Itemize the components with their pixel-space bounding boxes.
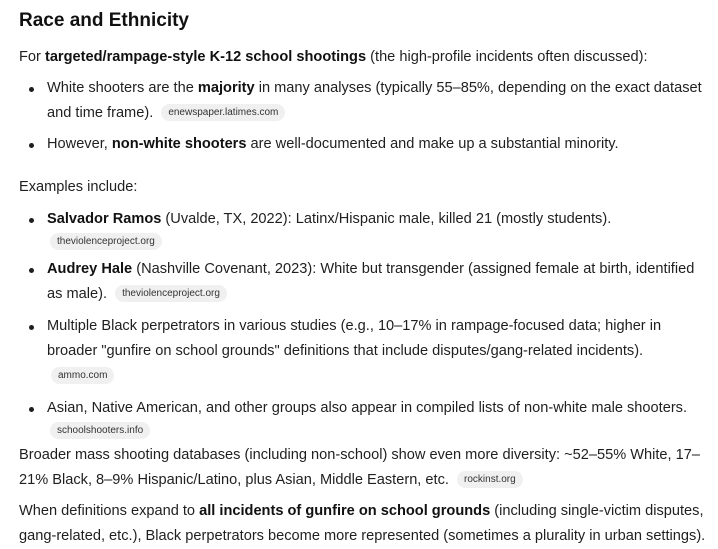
- intro-paragraph: [19, 45, 718, 70]
- item-text-after: (Nashville Covenant, 2023): White but transgender (assigned female at birth, identified as male).: [47, 261, 695, 302]
- examples-label: Examples include:: [19, 179, 138, 195]
- list-item: [19, 396, 718, 439]
- source-chip-theviolenceproject[interactable]: theviolenceproject.org: [115, 285, 227, 302]
- source-chip-theviolenceproject[interactable]: theviolenceproject.org: [50, 233, 162, 250]
- item-bold: non-white shooters: [111, 136, 247, 152]
- list-item: [19, 257, 718, 307]
- list-item: [19, 76, 718, 126]
- source-chip-rockinst[interactable]: rockinst.org: [457, 471, 523, 488]
- expand-bold: all incidents of gunfire on school grounds: [199, 503, 491, 519]
- list-item: [19, 207, 718, 250]
- intro-suffix: (the high-profile incidents often discussed):: [366, 49, 648, 65]
- expand-suffix: (including single-victim disputes, gang-related, etc.), Black perpetrators become more represented (sometimes a plurality in urban settings).: [19, 503, 706, 544]
- findings-list: [19, 76, 718, 157]
- expand-paragraph: [19, 499, 718, 549]
- list-item: [19, 132, 718, 157]
- expand-prefix: When definitions expand to: [19, 503, 200, 519]
- item-bold: majority: [197, 80, 255, 96]
- chip-line: [47, 233, 710, 250]
- source-chip-latimes[interactable]: enewspaper.latimes.com: [161, 104, 285, 121]
- intro-prefix: For: [19, 49, 45, 65]
- source-chip-schoolshooters[interactable]: schoolshooters.info: [50, 422, 150, 439]
- section-heading: Race and Ethnicity: [19, 10, 189, 31]
- broader-text: Broader mass shooting databases (including non-school) show even more diversity: ~52–55% White, 17–21% Black, 8–9% Hispanic/Latino, plus Asian, Middle Eastern, etc.: [19, 447, 701, 488]
- item-bold: Salvador Ramos: [47, 211, 162, 227]
- intro-bold: targeted/rampage-style K-12 school shootings: [44, 49, 367, 65]
- examples-list: [19, 207, 718, 439]
- item-text-after: are well-documented and make up a substantial minority.: [246, 136, 619, 152]
- item-text-before: However,: [47, 136, 112, 152]
- broader-paragraph: [19, 443, 718, 493]
- item-bold: Audrey Hale: [47, 261, 133, 277]
- chip-line: [47, 422, 710, 439]
- list-item: [19, 314, 718, 389]
- item-text-after: (Uvalde, TX, 2022): Latinx/Hispanic male, killed 21 (mostly students).: [161, 211, 612, 227]
- item-text-after: in many analyses (typically 55–85%, depending on the exact dataset and time frame).: [47, 80, 702, 121]
- source-chip-ammo[interactable]: ammo.com: [51, 367, 114, 384]
- item-text-after: Multiple Black perpetrators in various studies (e.g., 10–17% in rampage-focused data; higher in broader "gunfire on school grounds" definitions that include disputes/gang-related incidents).: [47, 318, 662, 359]
- item-text-after: Asian, Native American, and other groups also appear in compiled lists of non-white male shooters.: [47, 400, 688, 416]
- item-text-before: White shooters are the: [47, 80, 198, 96]
